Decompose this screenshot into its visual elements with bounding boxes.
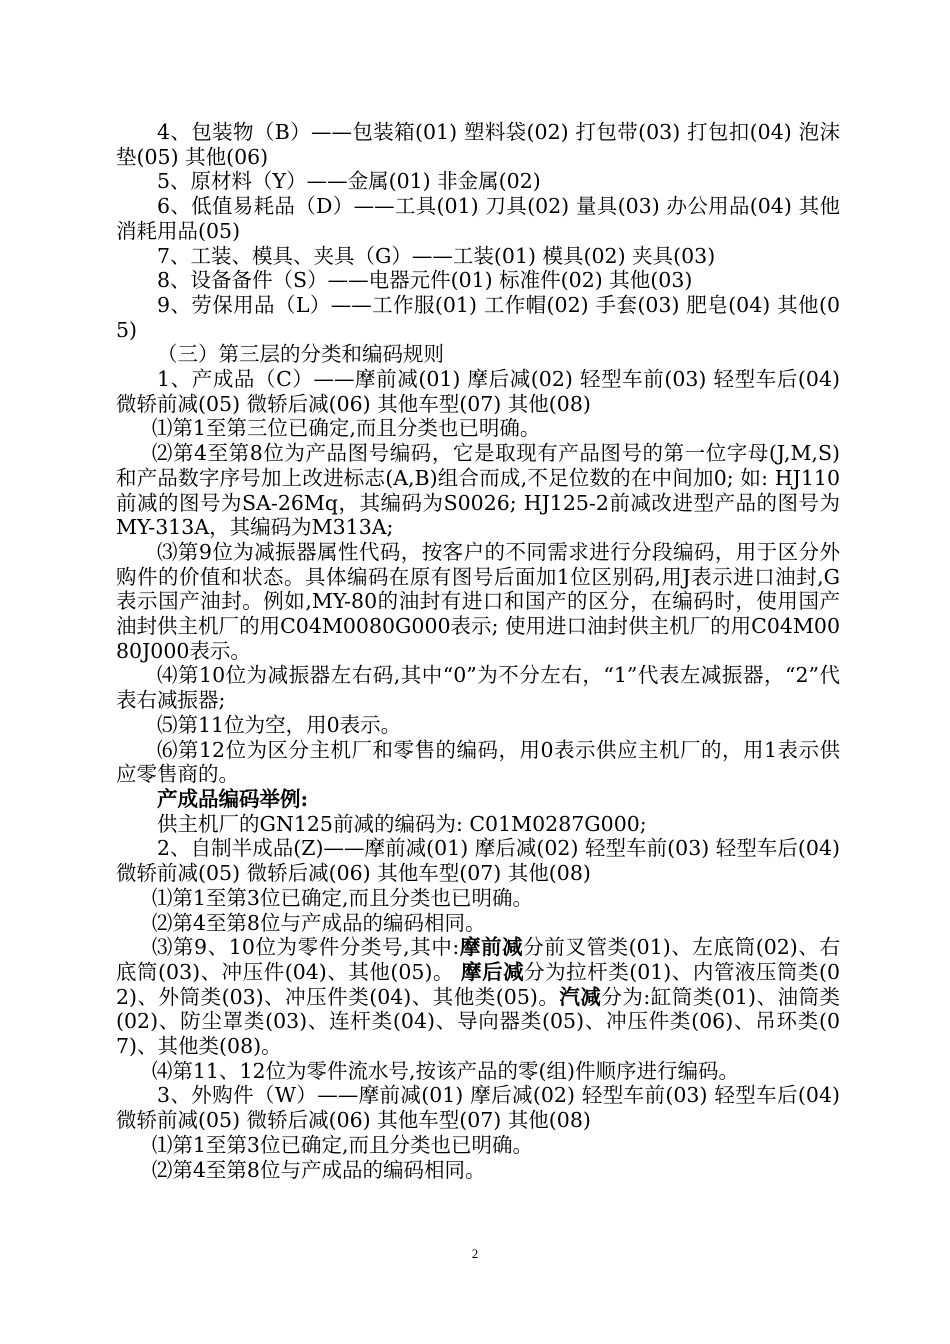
paragraph-purchased-parts: 3、外购件（W）——摩前减(01) 摩后减(02) 轻型车前(03) 轻型车后(04) 微轿前减(05) 微轿后减(06) 其他车型(07) 其他(08) — [116, 1083, 840, 1133]
rule-5: ⑸第11位为空，用0表示。 — [157, 712, 402, 737]
semi-rule-3-rear-text: 分为拉杆类(01)、内管液压筒类(02)、外筒类(03)、冲压件类(04)、其他类(05)。 — [116, 959, 840, 1009]
section-heading: （三）第三层的分类和编码规则 — [157, 342, 444, 367]
paragraph-item-4: 4、包装物（B）——包装箱(01) 塑料袋(02) 打包带(03) 打包扣(04) 泡沫垫(05) 其他(06) — [116, 120, 840, 169]
semi-rule-3-intro: ⑶第9、10位为零件分类号,其中: — [151, 935, 460, 960]
semi-rule-3-auto-text: 分为:缸筒类(01)、油筒类(02)、防尘罩类(03)、连杆类(04)、导向器类(05)、冲压件类(06)、吊环类(07)、其他类(08)。 — [116, 984, 840, 1059]
purchased-rule-1: ⑴第1至第3位已确定,而且分类也已明确。 — [151, 1132, 533, 1157]
rule-6: ⑹第12位为区分主机厂和零售的编码，用0表示供应主机厂的，用1表示供应零售商的。 — [116, 737, 840, 787]
semi-rule-3 — [116, 935, 840, 1059]
purchased-rule-2: ⑵第4至第8位与产成品的编码相同。 — [151, 1157, 486, 1182]
paragraph-finished-products: 1、产成品（C）——摩前减(01) 摩后减(02) 轻型车前(03) 轻型车后(04) 微轿前减(05) 微轿后减(06) 其他车型(07) 其他(08) — [116, 367, 840, 416]
document-body — [116, 120, 840, 1182]
rule-3: ⑶第9位为减振器属性代码，按客户的不同需求进行分段编码，用于区分外购件的价值和状态。具体编码在原有图号后面加1位区别码,用J表示进口油封,G表示国产油封。例如,MY-80的油封有进口和国产的区分，在编码时，使用国产油封供主机厂的用C04M0080G000表示; 使用进口油封供主机厂的用C04M0080J000表示。 — [116, 539, 840, 663]
semi-rule-1: ⑴第1至第3位已确定,而且分类也已明确。 — [151, 885, 533, 910]
page-number: 2 — [471, 1246, 479, 1261]
term-front-shock: 摩前减 — [459, 935, 524, 960]
example-heading: 产成品编码举例: — [157, 786, 309, 811]
rule-1: ⑴第1至第三位已确定,而且分类也已明确。 — [151, 416, 541, 441]
example-text: 供主机厂的GN125前减的编码为: C01M0287G000; — [157, 811, 647, 836]
rule-2: ⑵第4至第8位为产品图号编码，它是取现有产品图号的第一位字母(J,M,S)和产品数字序号加上改进标志(A,B)组合而成,不足位数的在中间加0; 如: HJ110前减的图号为SA-26Mq，其编码为S0026; HJ125-2前减改进型产品的图号为MY-313A，其编码为M313A; — [116, 441, 840, 540]
paragraph-item-9: 9、劳保用品（L）——工作服(01) 工作帽(02) 手套(03) 肥皂(04) 其他(05) — [116, 292, 840, 342]
term-rear-shock: 摩后减 — [461, 959, 525, 984]
paragraph-item-8: 8、设备备件（S）——电器元件(01) 标准件(02) 其他(03) — [157, 268, 693, 293]
semi-rule-4: ⑷第11、12位为零件流水号,按该产品的零(组)件顺序进行编码。 — [151, 1058, 740, 1083]
semi-rule-3-front-text: 分前叉管类(01)、左底筒(02)、右底筒(03)、冲压件(04)、其他(05)。 — [116, 935, 840, 984]
paragraph-item-6: 6、低值易耗品（D）——工具(01) 刀具(02) 量具(03) 办公用品(04) 其他消耗用品(05) — [116, 194, 840, 243]
paragraph-item-5: 5、原材料（Y）——金属(01) 非金属(02) — [157, 169, 541, 194]
term-auto-shock: 汽减 — [559, 984, 602, 1009]
paragraph-semi-finished: 2、自制半成品(Z)——摩前减(01) 摩后减(02) 轻型车前(03) 轻型车后(04) 微轿前减(05) 微轿后减(06) 其他车型(07) 其他(08) — [116, 836, 840, 886]
rule-4: ⑷第10位为减振器左右码,其中“0”为不分左右，“1”代表左减振器，“2”代表右减振器; — [116, 663, 840, 713]
semi-rule-2: ⑵第4至第8位与产成品的编码相同。 — [151, 910, 486, 935]
paragraph-item-7: 7、工装、模具、夹具（G）——工装(01) 模具(02) 夹具(03) — [157, 243, 716, 268]
